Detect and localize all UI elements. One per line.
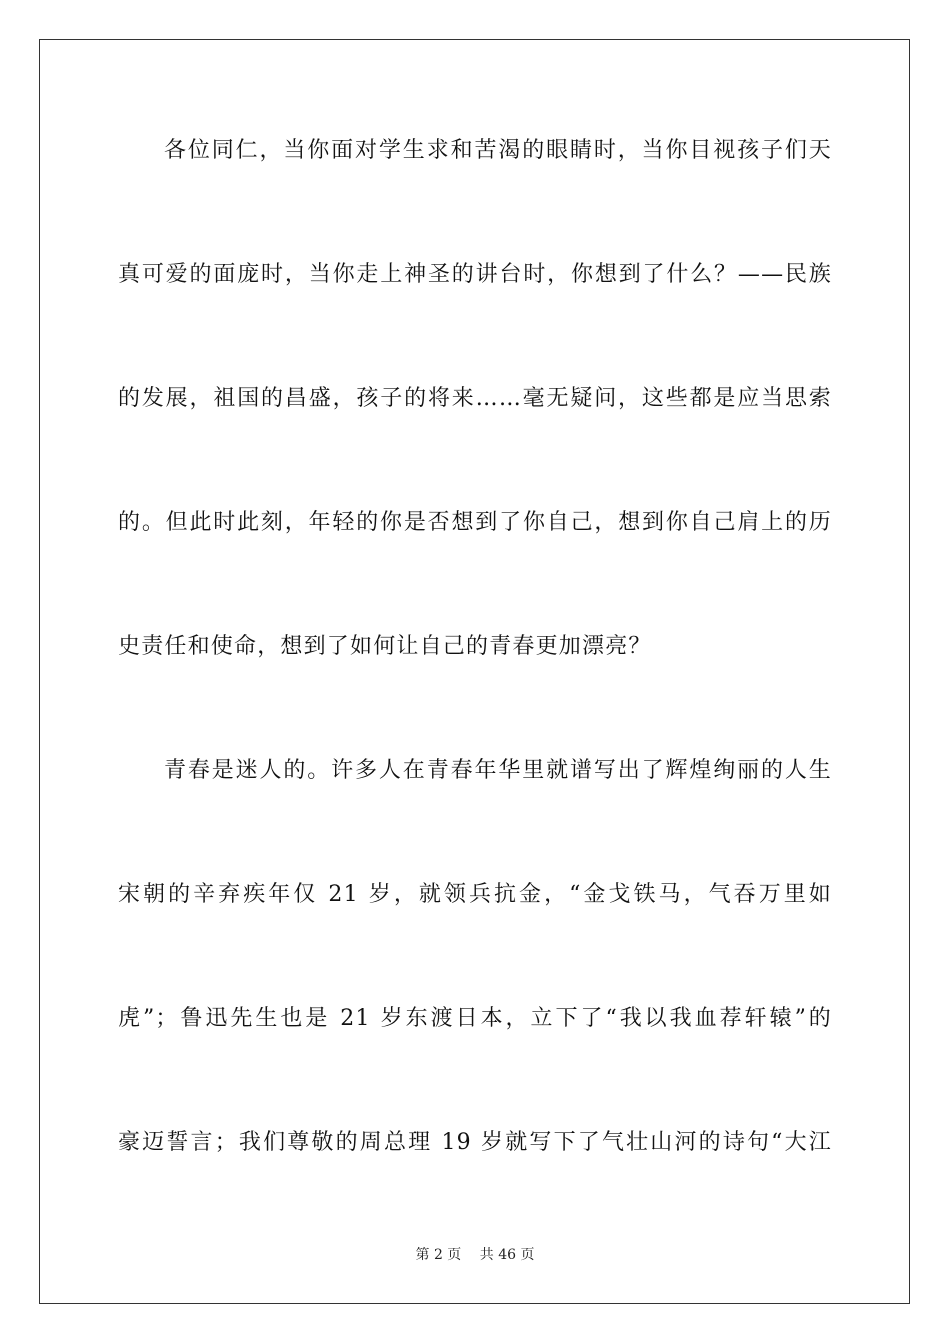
page-total: 共 46 页 [479, 1247, 535, 1263]
paragraph-line: 豪迈誓言；我们尊敬的周总理 19 岁就写下了气壮山河的诗句“大江 [118, 1130, 832, 1155]
paragraph-line: 真可爱的面庞时，当你走上神圣的讲台时，你想到了什么？——民族 [118, 262, 832, 287]
paragraph-line: 各位同仁，当你面对学生求和苦渴的眼睛时，当你目视孩子们天 [164, 138, 832, 163]
paragraph-line: 的发展，祖国的昌盛，孩子的将来……毫无疑问，这些都是应当思索 [118, 386, 832, 411]
paragraph-line: 史责任和使命，想到了如何让自己的青春更加漂亮？ [118, 634, 652, 659]
paragraph-line: 虎”；鲁迅先生也是 21 岁东渡日本，立下了“我以我血荐轩辕”的 [118, 1006, 832, 1031]
page-number: 第 2 页 [415, 1247, 462, 1263]
page-footer [0, 1246, 950, 1264]
paragraph-line: 青春是迷人的。许多人在青春年华里就谱写出了辉煌绚丽的人生 [164, 758, 832, 783]
page-border [39, 39, 910, 1304]
paragraph-line: 宋朝的辛弃疾年仅 21 岁，就领兵抗金，“金戈铁马，气吞万里如 [118, 882, 832, 907]
paragraph-line: 的。但此时此刻，年轻的你是否想到了你自己，想到你自己肩上的历 [118, 510, 832, 535]
